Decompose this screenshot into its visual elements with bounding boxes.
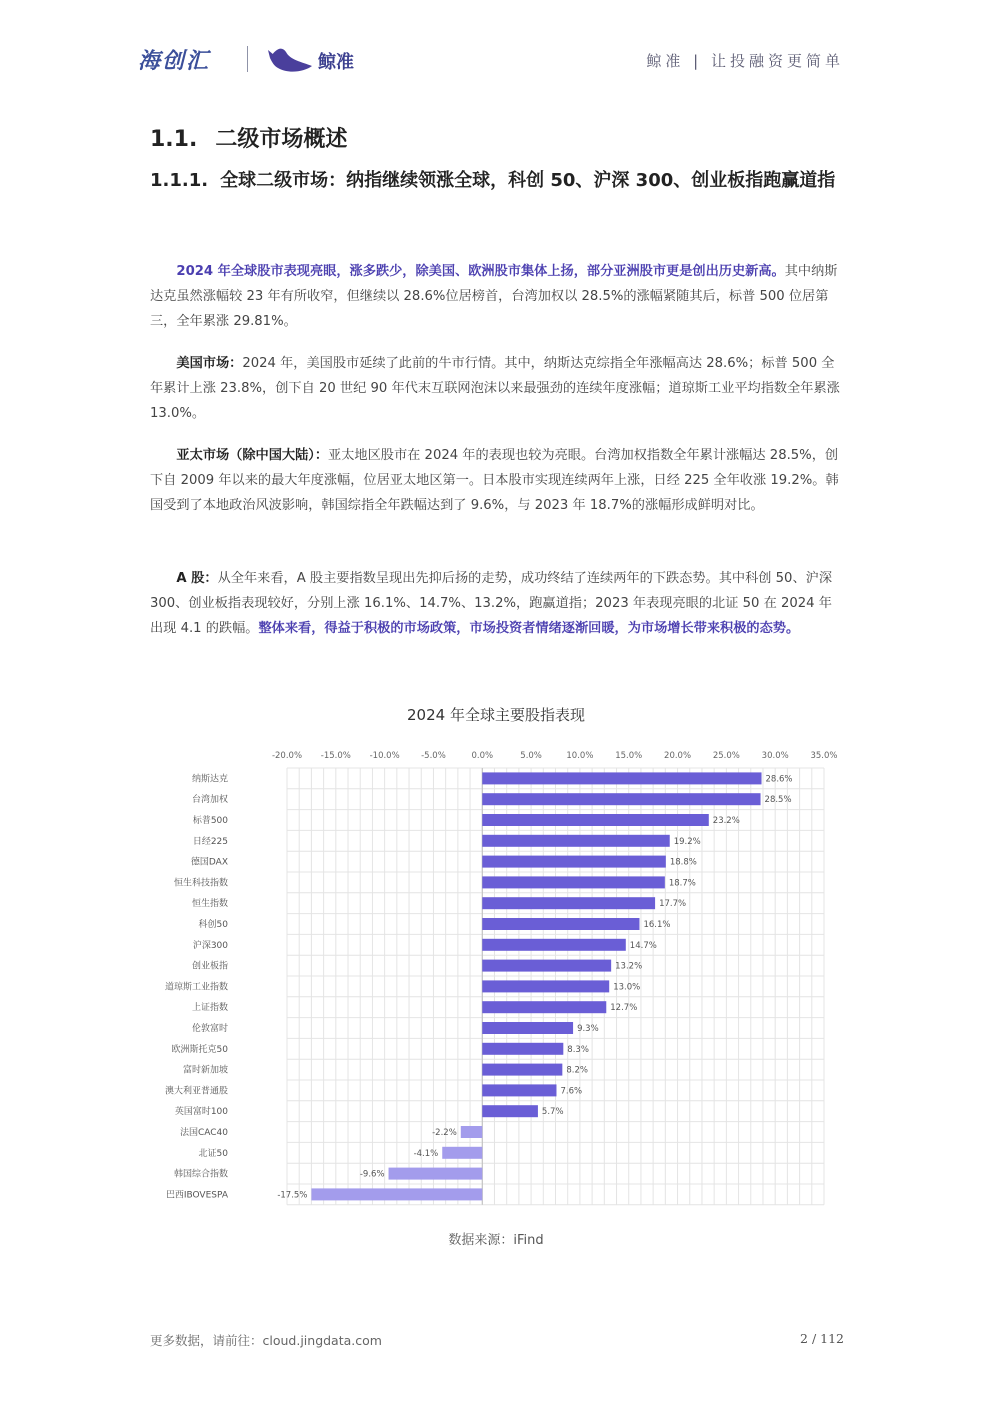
paragraph-asia-pacific — [150, 443, 844, 518]
category-label: 台湾加权 — [191, 795, 228, 806]
category-label: 法国CAC40 — [179, 1128, 228, 1138]
haichuanghui-logo: 海创汇 — [138, 48, 211, 74]
value-label: 23.2% — [712, 816, 740, 826]
page-header — [0, 0, 992, 100]
value-label: 9.3% — [577, 1024, 599, 1034]
value-label: 16.1% — [643, 920, 671, 930]
value-label: 28.6% — [765, 774, 793, 785]
subsection-number: 1.1.1. — [150, 170, 209, 191]
bar — [482, 835, 669, 847]
category-label: 科创50 — [198, 920, 228, 930]
overview-highlight: 2024 年全球股市表现亮眼，涨多跌少，除美国、欧洲股市集体上扬，部分亚洲股市更是创出历史新高。 — [176, 264, 785, 279]
x-tick-label: 35.0% — [810, 751, 838, 761]
a-share-text: 从全年来看，A 股主要指数呈现出先抑后扬的走势，成功终结了连续两年的下跌态势。其中科创 50、沪深 300、创业板指表现较好，分别上涨 16.1%、14.7%、13.2%，跑赢道指；2023 年表现亮眼的北证 50 在 2024 年出现 4.1 的跌幅。 — [150, 571, 833, 636]
category-label: 富时新加坡 — [182, 1065, 228, 1076]
x-tick-label: 5.0% — [520, 751, 542, 761]
bar — [482, 1022, 573, 1034]
category-label: 道琼斯工业指数 — [164, 982, 228, 993]
x-tick-label: 0.0% — [471, 751, 494, 761]
value-label: 19.2% — [673, 836, 701, 847]
bar — [482, 876, 665, 888]
category-label: 巴西IBOVESPA — [165, 1190, 228, 1201]
chart-title: 2024 年全球主要股指表现 — [407, 706, 585, 724]
bar — [482, 980, 609, 992]
paragraph-a-share — [150, 566, 844, 641]
bar — [482, 918, 639, 930]
bar — [482, 1001, 606, 1013]
value-label: -4.1% — [413, 1148, 439, 1159]
value-label: 14.7% — [629, 940, 657, 951]
section-title: 二级市场概述 — [215, 127, 348, 152]
logo-divider — [247, 46, 248, 72]
value-label: 17.7% — [659, 899, 687, 910]
category-label: 德国DAX — [190, 857, 228, 868]
bar — [311, 1188, 482, 1200]
category-label: 北证50 — [198, 1148, 228, 1159]
category-label: 伦敦富时 — [191, 1024, 228, 1034]
bar — [482, 1064, 562, 1076]
category-label: 上证指数 — [191, 1003, 228, 1014]
bar — [442, 1147, 482, 1159]
page-number: 2 / 112 — [800, 1331, 844, 1346]
footer-link-text: 更多数据，请前往：cloud.jingdata.com — [150, 1333, 382, 1348]
header-slogan: 鲸准 | 让投融资更简单 — [646, 52, 844, 70]
x-tick-label: 10.0% — [566, 751, 594, 761]
category-label: 沪深300 — [192, 940, 228, 951]
category-label: 英国富时100 — [174, 1107, 228, 1118]
bar — [482, 814, 709, 826]
value-label: 8.2% — [566, 1065, 588, 1076]
category-label: 纳斯达克 — [191, 774, 228, 785]
chart-source: 数据来源：iFind — [448, 1233, 544, 1248]
bar — [482, 856, 666, 868]
value-label: 13.0% — [613, 982, 641, 993]
a-share-highlight: 整体来看，得益于积极的市场政策，市场投资者情绪逐渐回暖，为市场增长带来积极的态势。 — [258, 621, 800, 636]
x-tick-label: -10.0% — [369, 751, 400, 761]
category-label: 欧洲斯托克50 — [171, 1044, 228, 1055]
value-label: -17.5% — [277, 1190, 308, 1201]
bar — [482, 793, 760, 805]
category-label: 日经225 — [192, 836, 228, 847]
bar — [482, 939, 626, 951]
bar — [482, 960, 611, 972]
index-performance-chart — [150, 740, 840, 1220]
value-label: 28.5% — [764, 795, 792, 806]
section-heading — [150, 122, 347, 153]
category-label: 创业板指 — [191, 961, 228, 972]
value-label: 8.3% — [567, 1044, 589, 1055]
whale-logo-icon — [268, 44, 314, 74]
overview-text: 其中纳斯达克虽然涨幅较 23 年有所收窄，但继续以 28.6%位居榜首，台湾加权以 28.5%的涨幅紧随其后，标普 500 位居第三，全年累涨 29.81%。 — [150, 264, 838, 329]
category-label: 标普500 — [192, 816, 228, 826]
value-label: 5.7% — [541, 1107, 564, 1118]
subsection-heading — [150, 168, 850, 193]
x-tick-label: 20.0% — [664, 751, 692, 761]
us-market-text: 2024 年，美国股市延续了此前的牛市行情。其中，纳斯达克综指全年涨幅高达 28.6%；标普 500 全年累计上涨 23.8%，创下自 20 世纪 90 年代末互联网泡沫以来最强劲的连续年度涨幅；道琼斯工业平均指数全年累涨 13.0%。 — [150, 356, 840, 421]
subsection-title: 全球二级市场：纳指继续领涨全球，科创 50、沪深 300、创业板指跑赢道指 — [220, 170, 836, 191]
x-tick-label: 15.0% — [615, 751, 643, 761]
x-tick-label: -15.0% — [320, 751, 351, 761]
value-label: -9.6% — [359, 1169, 385, 1180]
category-label: 恒生指数 — [191, 899, 228, 910]
x-tick-label: -5.0% — [421, 751, 446, 761]
a-share-lead: A 股： — [176, 571, 218, 586]
value-label: 18.8% — [669, 857, 697, 868]
section-number: 1.1. — [150, 127, 198, 152]
bar — [482, 1084, 556, 1096]
value-label: 18.7% — [668, 878, 696, 889]
us-market-lead: 美国市场： — [176, 356, 243, 371]
bar — [482, 897, 655, 909]
value-label: 13.2% — [615, 961, 643, 972]
bar — [482, 772, 761, 784]
bar — [482, 1105, 538, 1117]
category-label: 澳大利亚普通股 — [164, 1086, 228, 1097]
x-tick-label: 30.0% — [761, 751, 789, 761]
paragraph-overview — [150, 259, 844, 334]
category-label: 韩国综合指数 — [173, 1169, 228, 1180]
bar — [482, 1043, 563, 1055]
bar — [389, 1168, 483, 1180]
x-tick-label: -20.0% — [271, 751, 303, 761]
x-tick-label: 25.0% — [712, 751, 740, 761]
asia-pacific-lead: 亚太市场（除中国大陆）： — [176, 448, 329, 463]
category-label: 恒生科技指数 — [173, 878, 228, 889]
asia-pacific-text: 亚太地区股市在 2024 年的表现也较为亮眼。台湾加权指数全年累计涨幅达 28.5%，创下自 2009 年以来的最大年度涨幅，位居亚太地区第一。日本股市实现连续两年上涨，日经 225 全年收涨 19.2%。韩国受到了本地政治风波影响，韩国综指全年跌幅达到了 9.6%，与 2023 年 18.7%的涨幅形成鲜明对比。 — [150, 448, 839, 513]
value-label: -2.2% — [432, 1128, 457, 1138]
paragraph-us-market — [150, 351, 844, 426]
value-label: 12.7% — [610, 1003, 638, 1014]
bar — [461, 1126, 482, 1138]
jingzhun-logo-text: 鲸准 — [318, 52, 354, 73]
value-label: 7.6% — [560, 1086, 583, 1097]
